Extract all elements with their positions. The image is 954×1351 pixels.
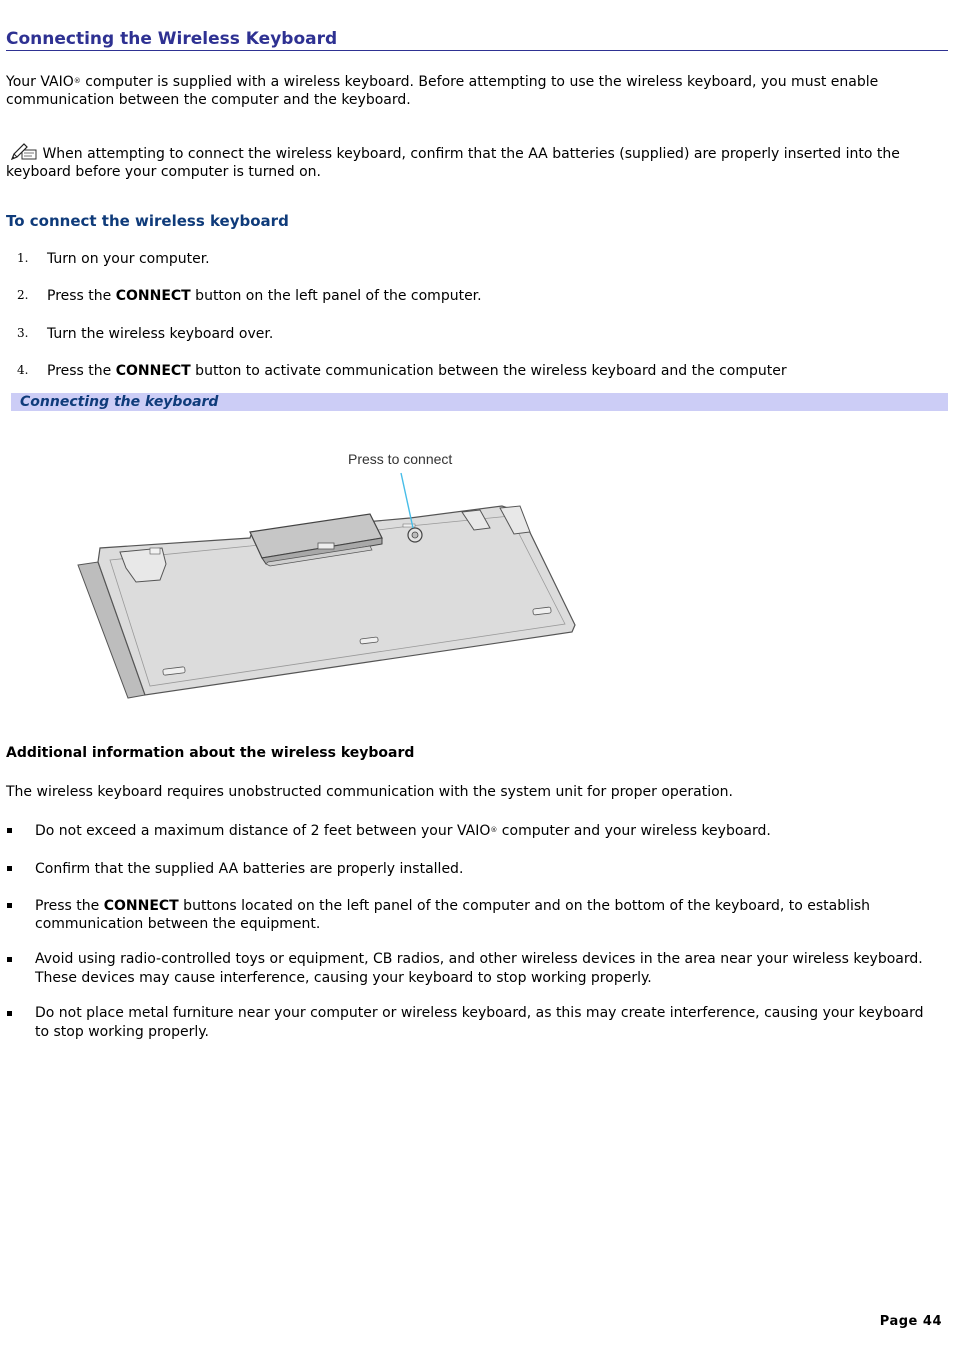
intro-text-start: Your VAIO bbox=[6, 74, 74, 90]
additional-info-heading: Additional information about the wireless keyboard bbox=[6, 745, 415, 761]
bullet-text-pre: Press the bbox=[35, 898, 104, 914]
step-1 bbox=[0, 249, 954, 269]
cover-latch bbox=[318, 543, 334, 549]
figure-caption-bar bbox=[11, 393, 948, 411]
bullet-square-icon bbox=[7, 828, 12, 833]
bullet-text-pre: Avoid using radio-controlled toys or equipment, CB radios, and other wireless devices in the area near your wireless keyboard. These devices may cause interference, causing your keyboard to stop working properly. bbox=[35, 951, 923, 986]
bullet-text bbox=[35, 821, 935, 840]
bullet-text bbox=[35, 896, 935, 933]
step-text bbox=[47, 286, 482, 306]
bullet-text-post: buttons located on the left panel of the computer and on the bottom of the keyboard, to establish communication between the equipment. bbox=[35, 898, 871, 932]
note-pencil-icon bbox=[10, 143, 38, 161]
step-text bbox=[47, 361, 787, 381]
step-text-post: button to activate communication between the wireless keyboard and the computer bbox=[190, 363, 787, 379]
step-text-pre: Press the bbox=[47, 288, 116, 304]
step-text bbox=[47, 324, 273, 344]
bullet-square-icon bbox=[7, 866, 12, 871]
step-text-pre: Turn the wireless keyboard over. bbox=[47, 326, 274, 342]
step-3 bbox=[0, 324, 954, 344]
bullet-text bbox=[35, 950, 935, 987]
bullet-text-bold: CONNECT bbox=[103, 898, 179, 914]
intro-paragraph bbox=[6, 72, 946, 109]
step-text-post: button on the left panel of the computer. bbox=[190, 288, 482, 304]
procedure-heading: To connect the wireless keyboard bbox=[6, 212, 289, 230]
callout-label: Press to connect bbox=[348, 451, 453, 467]
bullet-text bbox=[35, 859, 935, 878]
step-text-bold: CONNECT bbox=[115, 363, 191, 379]
bullet-square-icon bbox=[7, 957, 12, 962]
step-number: 4. bbox=[17, 363, 29, 377]
note-text: When attempting to connect the wireless keyboard, confirm that the AA batteries (supplied) are properly inserted into the keyboard before your computer is turned on. bbox=[6, 146, 900, 180]
note-paragraph bbox=[6, 143, 946, 181]
keyboard-underside-drawing bbox=[70, 440, 590, 705]
step-number: 1. bbox=[17, 251, 29, 265]
step-text-pre: Turn on your computer. bbox=[47, 251, 210, 267]
keyboard-illustration bbox=[70, 440, 590, 705]
bullet-text-post: computer and your wireless keyboard. bbox=[497, 823, 771, 839]
step-4 bbox=[0, 361, 954, 381]
step-2 bbox=[0, 286, 954, 306]
step-number: 3. bbox=[17, 326, 29, 340]
step-text bbox=[47, 249, 210, 269]
registered-mark: ® bbox=[73, 77, 81, 85]
step-number: 2. bbox=[17, 288, 29, 302]
figure-caption: Connecting the keyboard bbox=[20, 394, 219, 410]
bullet-text bbox=[35, 1004, 935, 1041]
registered-mark: ® bbox=[490, 826, 498, 834]
bullet-text-pre: Do not exceed a maximum distance of 2 feet between your VAIO bbox=[35, 823, 491, 839]
page-title: Connecting the Wireless Keyboard bbox=[6, 29, 948, 51]
bullet-text-pre: Do not place metal furniture near your computer or wireless keyboard, as this may create interference, causing your keyboard to stop working properly. bbox=[35, 1005, 924, 1040]
page-number: Page 44 bbox=[879, 1314, 942, 1329]
intro-text-end: computer is supplied with a wireless keyboard. Before attempting to use the wireless keyboard, you must enable communication between the computer and the keyboard. bbox=[6, 74, 879, 108]
additional-lead-paragraph: The wireless keyboard requires unobstructed communication with the system unit for proper operation. bbox=[6, 784, 733, 800]
step-text-pre: Press the bbox=[47, 363, 116, 379]
step-text-bold: CONNECT bbox=[115, 288, 191, 304]
bullet-square-icon bbox=[7, 903, 12, 908]
bullet-text-pre: Confirm that the supplied AA batteries are properly installed. bbox=[35, 861, 464, 877]
bullet-square-icon bbox=[7, 1011, 12, 1016]
